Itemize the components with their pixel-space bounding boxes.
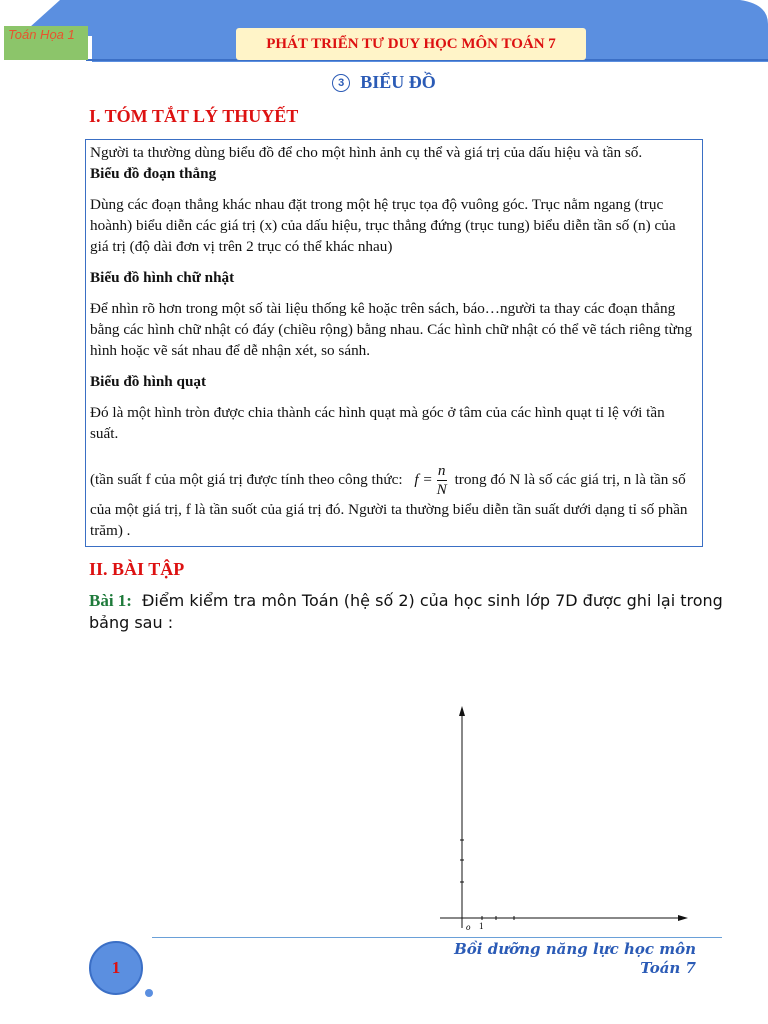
- line-chart-heading: Biểu đồ đoạn thẳng: [90, 165, 217, 182]
- formula-fraction: [437, 462, 447, 499]
- footer-caption: [454, 940, 696, 978]
- theory-box: [85, 139, 703, 547]
- formula-tail: trong đó N là số các giá trị, n là tần số của một giá trị, f là tần suốt của giá trị đó. Người ta thường biểu diễn tần suất dưới dạng tỉ số phần trăm) .: [90, 470, 688, 539]
- footer-divider: [152, 937, 722, 938]
- footer-line-1: Bồi dưỡng năng lực học môn: [454, 940, 696, 958]
- formula-numerator: n: [437, 462, 446, 479]
- chapter-title-text: BIỂU ĐỒ: [360, 72, 436, 92]
- page-dot: [145, 989, 153, 997]
- footer-line-2: Toán 7: [640, 959, 696, 977]
- theory-intro: Người ta thường dùng biểu đồ để cho một hình ảnh cụ thể và giá trị của dấu hiệu và tần số.: [90, 144, 643, 161]
- header-banner-text: PHÁT TRIỂN TƯ DUY HỌC MÔN TOÁN 7: [266, 35, 556, 52]
- chapter-number: 3: [332, 74, 350, 92]
- exercise-1: [89, 590, 729, 634]
- pie-chart-text: Đó là một hình tròn được chia thành các hình quạt mà góc ở tâm của các hình quạt tỉ lệ với tần suất.: [90, 404, 665, 442]
- x-axis-arrow: [678, 915, 688, 921]
- exercise-text: Điểm kiểm tra môn Toán (hệ số 2) của học sinh lớp 7D được ghi lại trong bảng sau :: [89, 591, 723, 632]
- pie-chart-heading: Biểu đồ hình quạt: [90, 373, 207, 390]
- line-chart-text: Dùng các đoạn thẳng khác nhau đặt trong một hệ trục tọa độ vuông góc. Trục nằm ngang (trục hoành) biểu diễn các giá trị (x) của dấu hiệu, trục thẳng đứng (trục tung) biểu diễn tần số (n) của giá trị (độ dài đơn vị trên 2 trục có thể khác nhau): [90, 196, 676, 255]
- frequency-formula: [414, 462, 446, 499]
- bar-chart-heading: Biểu đồ hình chữ nhật: [90, 269, 235, 286]
- formula-paragraph: [90, 462, 696, 541]
- header-banner: [236, 28, 586, 60]
- exercise-label: Bài 1:: [89, 591, 132, 610]
- y-axis-arrow: [459, 706, 465, 716]
- chapter-title: [0, 72, 768, 93]
- formula-lead: (tần suất f của một giá trị được tính theo công thức:: [90, 470, 403, 488]
- coordinate-axes: [436, 704, 696, 934]
- origin-label: o: [466, 922, 471, 932]
- corner-tag: Toán Họa 1: [4, 26, 88, 60]
- section-title-theory: I. TÓM TẮT LÝ THUYẾT: [89, 106, 299, 126]
- formula-lhs: f =: [414, 470, 433, 488]
- bar-chart-text: Để nhìn rõ hơn trong một số tài liệu thống kê hoặc trên sách, báo…người ta thay các đoạn thẳng bằng các hình chữ nhật có đáy (chiều rộng) bằng nhau. Các hình chữ nhật có thể vẽ tách riêng từng hình hoặc vẽ sát nhau để dễ nhận xét, so sánh.: [90, 300, 693, 359]
- page-number: 1: [89, 941, 143, 995]
- section-title-exercises: II. BÀI TẬP: [89, 559, 185, 579]
- x-tick-label: 1: [479, 921, 484, 931]
- formula-denominator: N: [436, 481, 447, 498]
